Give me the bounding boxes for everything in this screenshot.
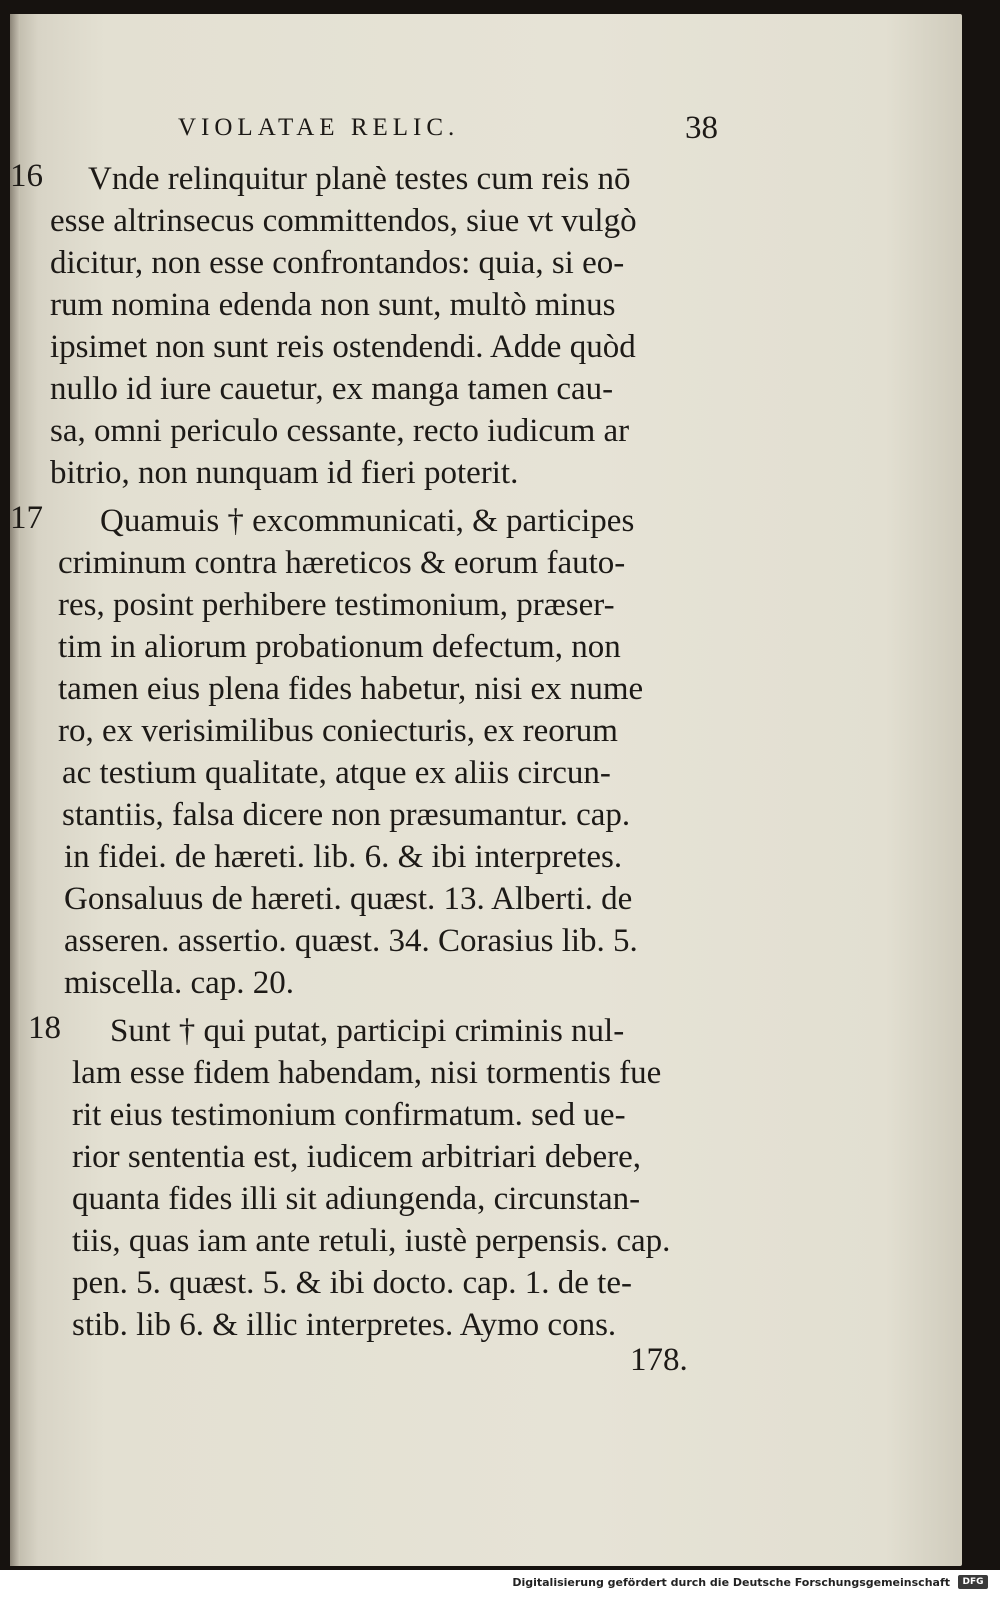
funding-credit: Digitalisierung gefördert durch die Deutsche Forschungsgemeinschaft — [512, 1576, 950, 1589]
text-line: nullo id iure cauetur, ex manga tamen cau- — [50, 371, 614, 407]
text-line: quanta fides illi sit adiungenda, circunstan- — [72, 1181, 641, 1217]
text-line: ro, ex verisimilibus coniecturis, ex reorum — [58, 713, 618, 749]
text-line: tiis, quas iam ante retuli, iustè perpensis. cap. — [72, 1223, 671, 1259]
footer-bar — [0, 1570, 1000, 1598]
text-line: criminum contra hæreticos & eorum fauto- — [58, 545, 626, 581]
text-line: pen. 5. quæst. 5. & ibi docto. cap. 1. de te- — [72, 1265, 632, 1301]
paragraph-number: 17 — [10, 500, 43, 536]
text-line: bitrio, non nunquam id fieri poterit. — [50, 455, 519, 491]
page-gutter-edge — [10, 14, 20, 1566]
page-header — [0, 110, 1000, 150]
text-line: tim in aliorum probationum defectum, non — [58, 629, 621, 665]
text-line: miscella. cap. 20. — [64, 965, 295, 1001]
paragraph-number: 16 — [10, 158, 43, 194]
text-line: ipsimet non sunt reis ostendendi. Adde quòd — [50, 329, 636, 365]
text-line: rit eius testimonium confirmatum. sed ue- — [72, 1097, 626, 1133]
text-line: in fidei. de hæreti. lib. 6. & ibi interpretes. — [64, 839, 623, 875]
text-line: Vnde relinquitur planè testes cum reis nō — [88, 161, 631, 197]
text-line: esse altrinsecus committendos, siue vt vulgò — [50, 203, 637, 239]
text-line: sa, omni periculo cessante, recto iudicum ar — [50, 413, 630, 449]
dfg-logo-icon: DFG — [958, 1575, 988, 1589]
text-line: rior sententia est, iudicem arbitriari debere, — [72, 1139, 642, 1175]
text-line: stib. lib 6. & illic interpretes. Aymo cons. — [72, 1307, 617, 1343]
text-line: Quamuis † excommunicati, & participes — [100, 503, 635, 539]
text-line: asseren. assertio. quæst. 34. Corasius lib. 5. — [64, 923, 638, 959]
text-line: Sunt † qui putat, participi criminis nul- — [110, 1013, 625, 1049]
text-line: rum nomina edenda non sunt, multò minus — [50, 287, 616, 323]
text-line: Gonsaluus de hæreti. quæst. 13. Alberti. de — [64, 881, 633, 917]
text-line: res, posint perhibere testimonium, præser- — [58, 587, 615, 623]
text-line: tamen eius plena fides habetur, nisi ex nume — [58, 671, 644, 707]
text-line: ac testium qualitate, atque ex aliis circun- — [62, 755, 611, 791]
text-line: stantiis, falsa dicere non præsumantur. cap. — [62, 797, 631, 833]
text-line: lam esse fidem habendam, nisi tormentis fue — [72, 1055, 662, 1091]
text-line: dicitur, non esse confrontandos: quia, si eo- — [50, 245, 625, 281]
running-head: VIOLATAE RELIC. — [178, 114, 460, 141]
paragraph-number: 18 — [28, 1010, 61, 1046]
folio-number: 38 — [685, 110, 718, 146]
catchword: 178. — [630, 1342, 688, 1378]
